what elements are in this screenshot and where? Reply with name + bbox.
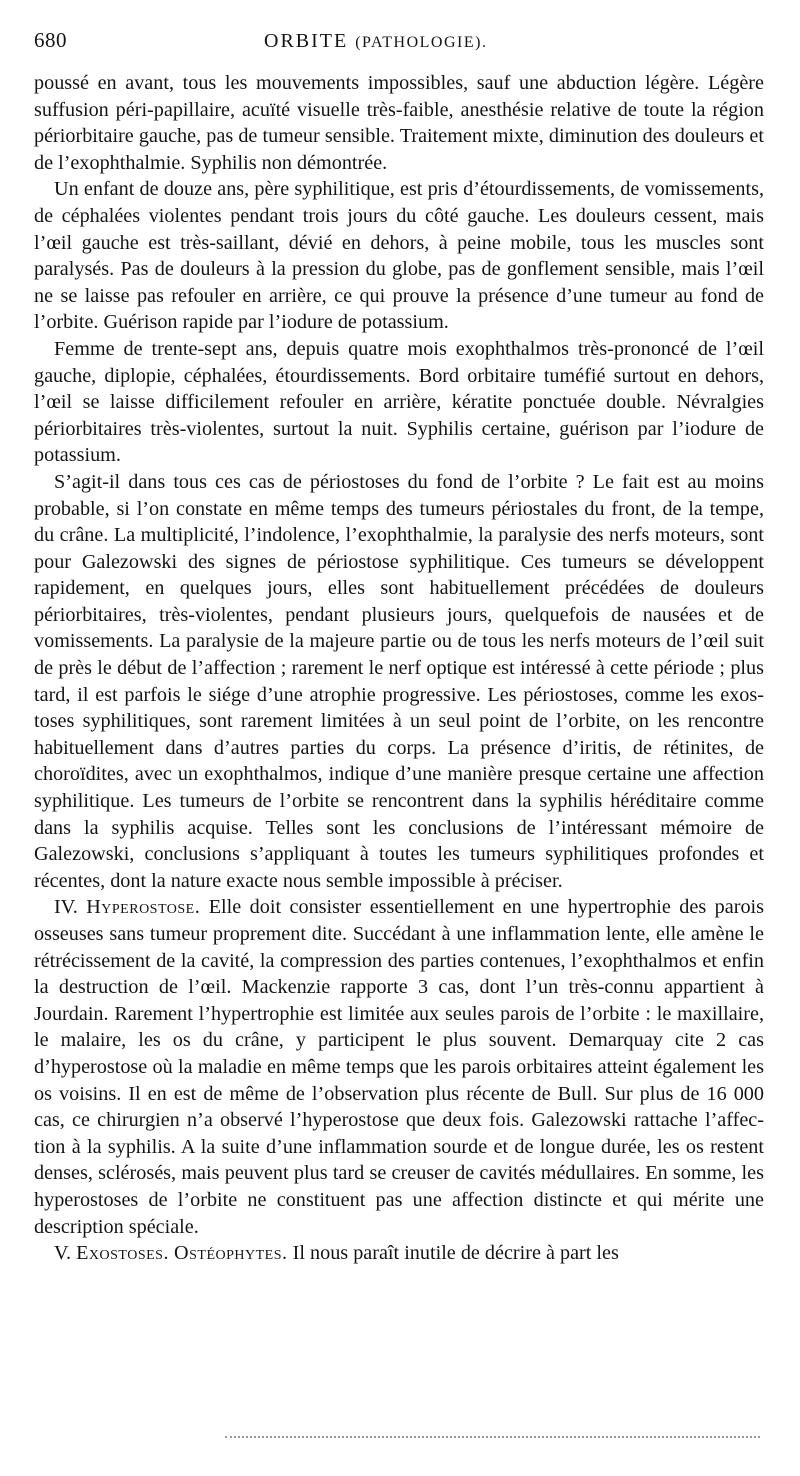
body-text (34, 70, 764, 1267)
section-heading-hyperostose: Hyperostose. (86, 896, 201, 919)
running-header (34, 28, 764, 62)
paragraph-case-continuation: poussé en avant, tous les mouvements impossibles, sauf une abduction légère. Légère suffusion péri-papillaire, acuïté visuelle très-faible, anesthésie relative de toute la région périorbitaire gauche, pas de tumeur sensible. Traitement mixte, diminution des douleurs et de l’exophthalmie. Syphilis non démontrée. (34, 72, 764, 174)
running-title-main: ORBITE (264, 30, 349, 52)
section-heading-osteophytes: Ostéophytes. (174, 1242, 288, 1265)
running-title (264, 30, 487, 53)
paragraph-case-child: Un enfant de douze ans, père syphilitique, est pris d’étourdissements, de vomissements, de céphalées violentes pendant trois jours du côté gauche. Les douleurs cessent, mais l’œil gauche est très-saillant, dévié en dehors, à peine mobile, tous les muscles sont paralysés. Pas de douleurs à la pression du globe, pas de gonflement sensible, mais l’œil ne se laisse pas refouler en arrière, ce qui prouve la présence d’une tumeur au fond de l’orbite. Guérison rapide par l’iodure de potassium. (34, 178, 764, 334)
running-title-subtitle: (PATHOLOGIE). (355, 34, 488, 51)
section-number: IV. (54, 896, 87, 919)
paragraph-hyperostose-text: Elle doit consister essentiellement en une hypertrophie des parois osseuses sans tumeur proprement dite. Succédant à une inflammation lente, elle amène le rétrécissement de la cavité, la compression des parties contenues, l’exophthalmos et enfin la destruction de l’œil. Mackenzie rapporte 3 cas, dont l’un très-connu appartient à Jourdain. Rarement l’hypertrophie est limitée aux seules parois de l’orbite : le maxillaire, le malaire, les os du crâne, y participent le plus souvent. Demarquay cite 2 cas d’hyperostose où la maladie en même temps que les parois orbitaires atteint également les os voisins. Il en est de même de l’observation plus récente de Bull. Sur plus de 16 000 cas, ce chirurgien n’a observé l’hyperostose que deux fois. Galezowski rattache l’affection à la syphilis. A la suite d’une inflammation sourde et de longue durée, les os restent denses, sclérosés, mais peuvent plus tard se creuser de cavités médullaires. En somme, les hyperostoses de l’orbite ne constituent pas une affection distincte et qui mérite une description spéciale. (34, 896, 765, 1238)
section-heading-exostoses: Exostoses. (76, 1242, 169, 1265)
page-number: 680 (34, 28, 67, 52)
paragraph-case-woman: Femme de trente-sept ans, depuis quatre mois exophthalmos très-prononcé de l’œil gauche, diplopie, céphalées, étourdissements. Bord orbitaire tuméfié surtout en dehors, l’œil se laisse difficilement refouler en arrière, kératite ponctuée double. Névralgies périorbitaires très-violentes, surtout la nuit. Syphilis certaine, guérison par l’iodure de potassium. (34, 337, 764, 467)
paragraph-exostoses-text: Il nous paraît inutile de décrire à part les (287, 1242, 619, 1265)
paragraph-periostoses: S’agit-il dans tous ces cas de périostoses du fond de l’orbite ? Le fait est au moins probable, si l’on constate en même temps des tumeurs périostales du front, de la tempe, du crâne. La multiplicité, l’indolence, l’exophthalmie, la paralysie des nerfs moteurs, sont pour Galezowski des signes de périostose syphilitique. Ces tumeurs se développent rapidement, en quelques jours, elles sont habituellement précédées de douleurs périorbitaires, très-violentes, pendant plusieurs jours, quelquefois de nausées et de vomissements. La paralysie de la majeure partie ou de tous les nerfs moteurs de l’œil suit de près le début de l’affection ; rarement le nerf optique est intéressé à cette période ; plus tard, il est parfois le siége d’une atrophie progressive. Les périostoses, comme les exostoses syphilitiques, sont rarement limitées à un seul point de l’orbite, on les rencontre habituellement dans d’autres parties du corps. La présence d’iritis, de rétinites, de choroïdites, avec un exophthalmos, indique d’une manière presque certaine une affection syphilitique. Les tumeurs de l’orbite se rencontrent dans la syphilis héréditaire comme dans la syphilis acquise. Telles sont les conclusions de l’intéressant mémoire de Galezowski, conclusions s’appliquant à toutes les tumeurs syphilitiques profondes et récentes, dont la nature exacte nous semble impossible à préciser. (34, 470, 764, 892)
paragraph-hyperostose (34, 894, 764, 1240)
paragraph-exostoses (34, 1240, 764, 1267)
footer-dotted-rule (225, 1436, 760, 1438)
section-number: V. (54, 1242, 77, 1265)
